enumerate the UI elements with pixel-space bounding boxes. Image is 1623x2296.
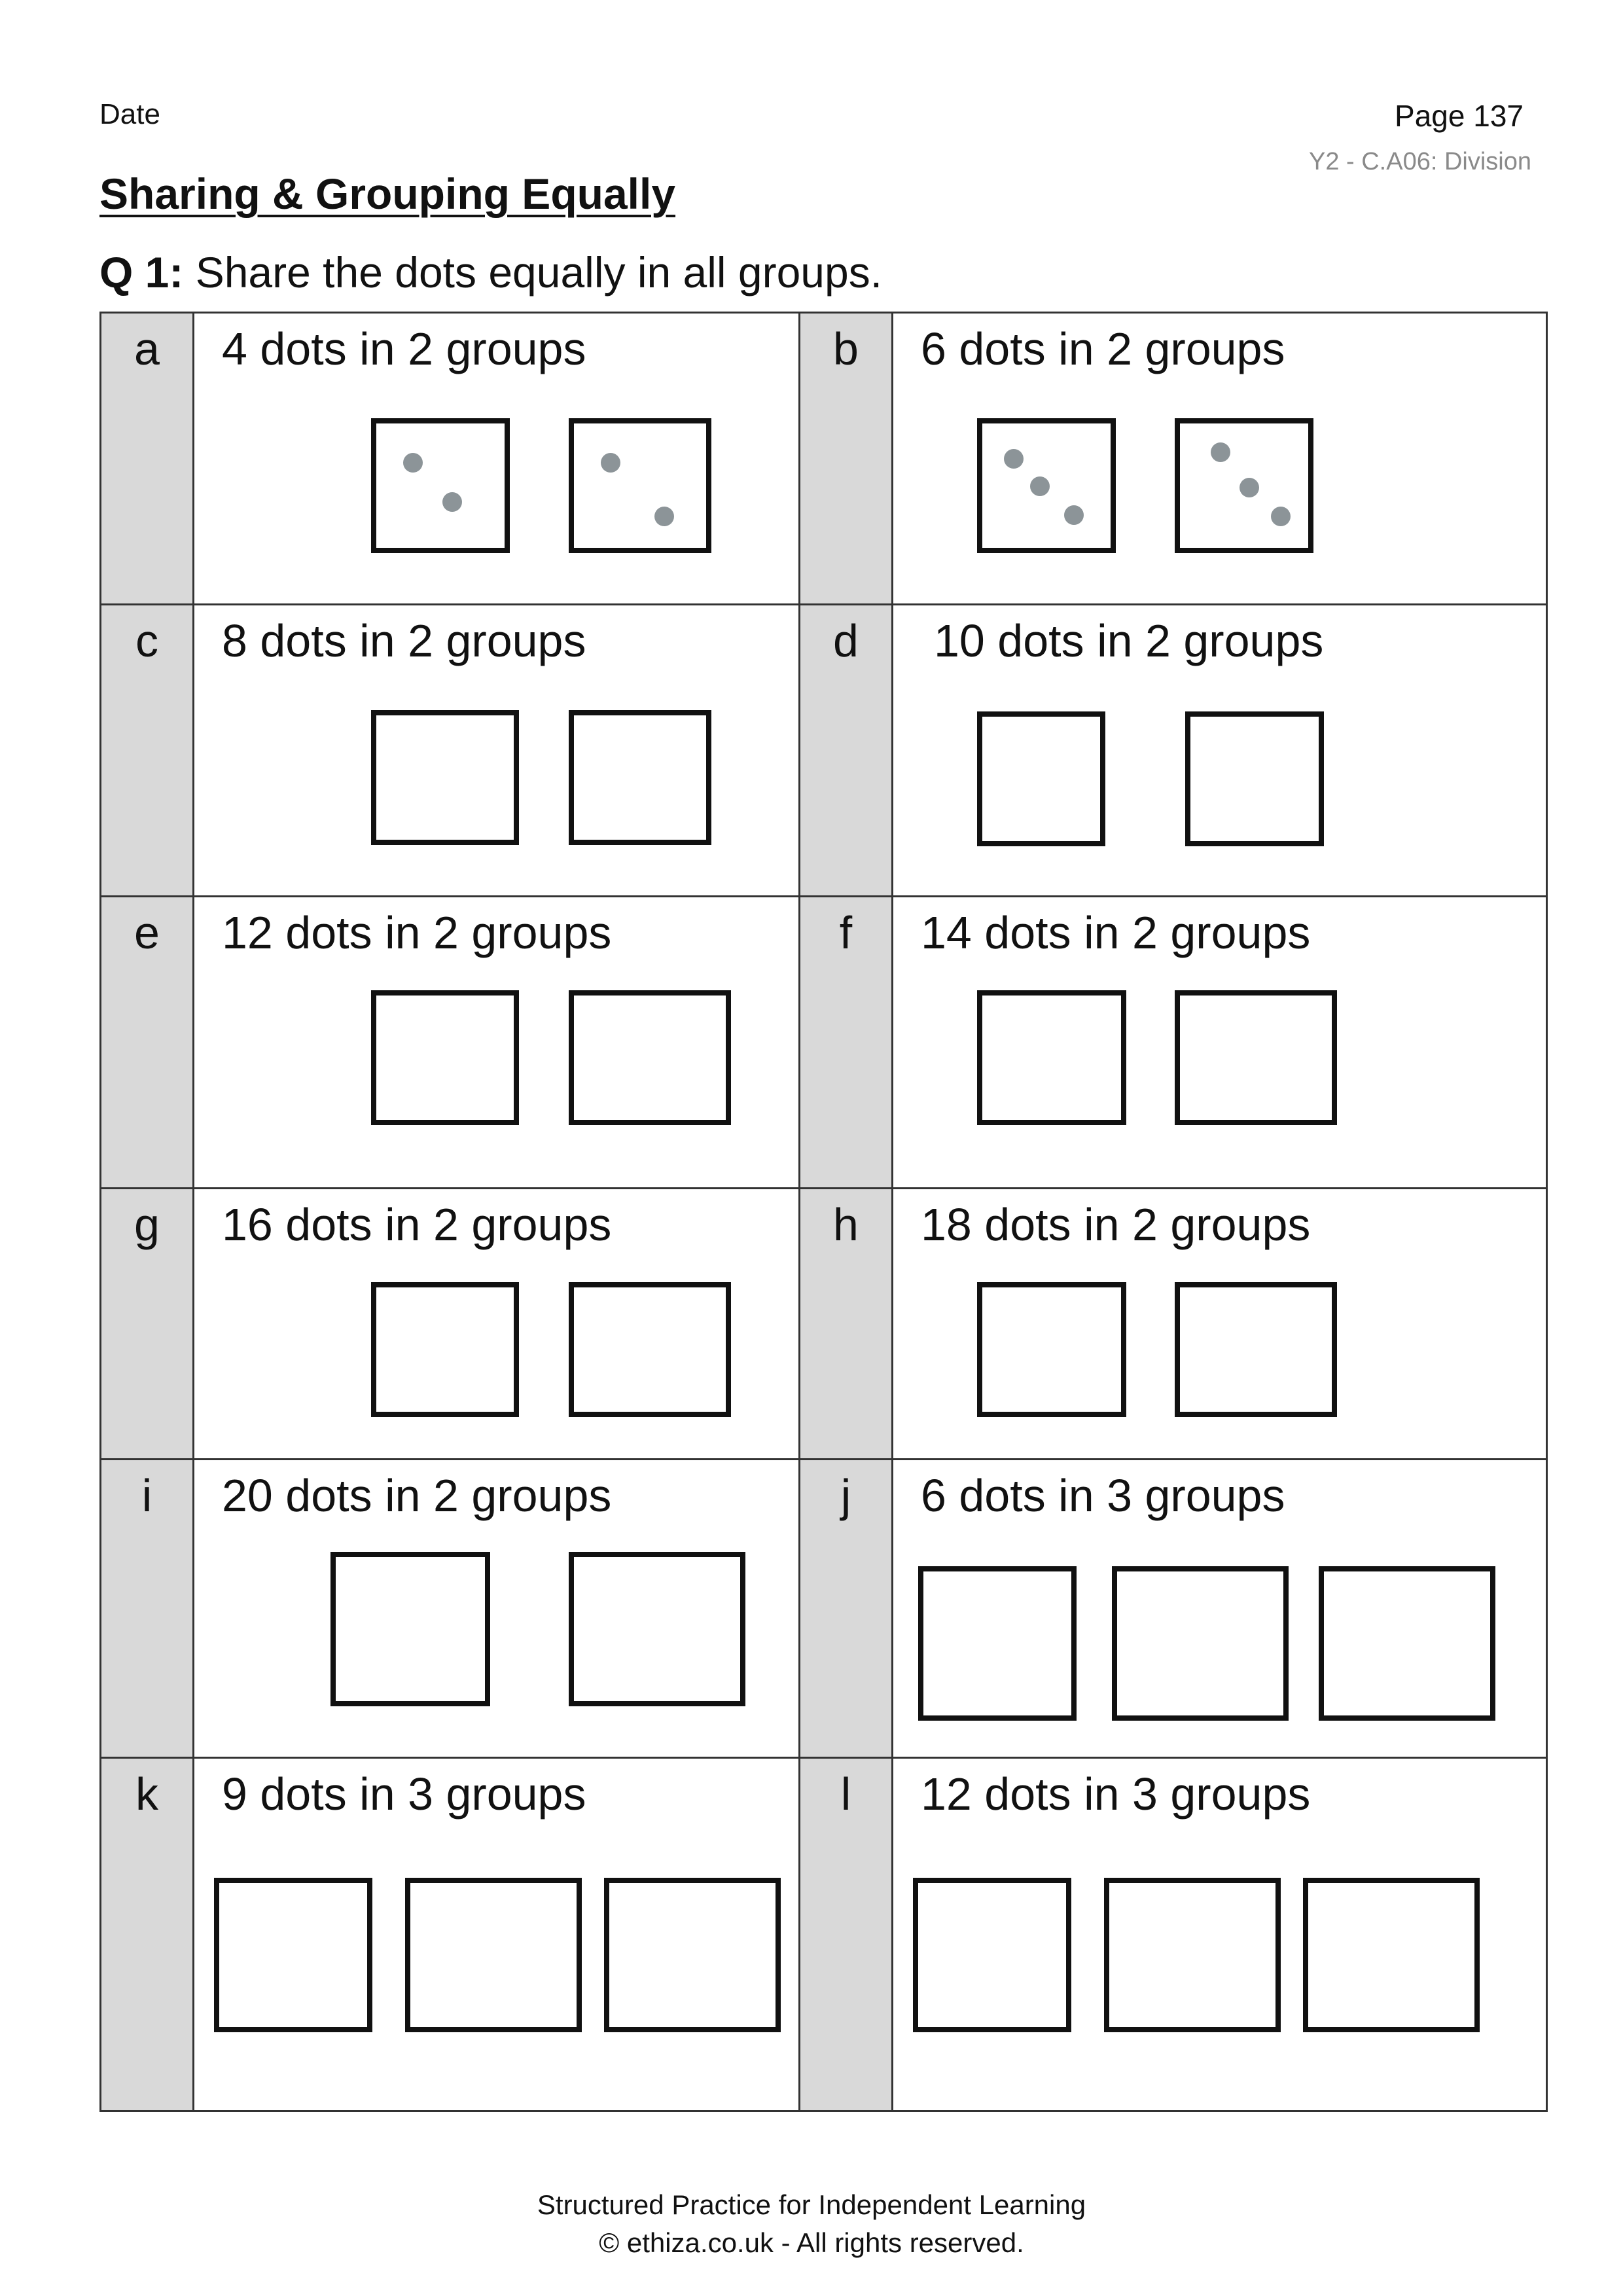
item-letter-l: l: [800, 1758, 893, 2111]
grid-row: [101, 605, 1547, 897]
grid-row: [101, 897, 1547, 1189]
group-box[interactable]: [1319, 1566, 1495, 1721]
curriculum-code: Y2 - C.A06: Division: [1308, 148, 1531, 175]
group-box[interactable]: [569, 418, 711, 553]
item-letter-a: a: [101, 313, 194, 605]
group-boxes: [194, 1552, 798, 1706]
group-boxes: [893, 990, 1546, 1125]
grid-row: [101, 1758, 1547, 2111]
dot: [1030, 476, 1050, 496]
group-box[interactable]: [1104, 1878, 1281, 2032]
group-boxes: [194, 1878, 798, 2032]
group-box[interactable]: [918, 1566, 1077, 1721]
group-boxes: [893, 1878, 1546, 2032]
group-box[interactable]: [330, 1552, 490, 1706]
group-boxes: [194, 1282, 798, 1417]
group-boxes: [893, 1566, 1546, 1721]
exercise-prompt: 8 dots in 2 groups: [222, 615, 586, 666]
exercise-h: [893, 1189, 1547, 1460]
exercise-j: [893, 1460, 1547, 1758]
item-letter-j: j: [800, 1460, 893, 1758]
group-box[interactable]: [977, 990, 1126, 1125]
group-box[interactable]: [1175, 1282, 1337, 1417]
page-number: Page 137: [1395, 99, 1524, 133]
grid-row: [101, 313, 1547, 605]
exercise-k: [194, 1758, 800, 2111]
dot: [1211, 442, 1230, 462]
dot: [1064, 505, 1084, 525]
question-instruction: [99, 247, 882, 297]
page-title: Sharing & Grouping Equally: [99, 170, 676, 218]
item-letter-h: h: [800, 1189, 893, 1460]
question-text: Share the dots equally in all groups.: [195, 248, 883, 296]
footer-tagline: Structured Practice for Independent Learning: [537, 2189, 1086, 2220]
group-box[interactable]: [371, 990, 519, 1125]
group-boxes: [893, 418, 1546, 553]
exercise-prompt: 12 dots in 2 groups: [222, 907, 612, 958]
exercise-prompt: 9 dots in 3 groups: [222, 1768, 586, 1820]
dot: [403, 453, 423, 473]
group-box[interactable]: [913, 1878, 1071, 2032]
group-box[interactable]: [371, 418, 510, 553]
item-letter-f: f: [800, 897, 893, 1189]
group-box[interactable]: [371, 1282, 519, 1417]
exercise-prompt: 12 dots in 3 groups: [921, 1768, 1311, 1820]
group-box[interactable]: [1112, 1566, 1289, 1721]
footer: [0, 2186, 1623, 2262]
group-box[interactable]: [1185, 711, 1324, 846]
grid-row: [101, 1460, 1547, 1758]
group-boxes: [194, 990, 798, 1125]
exercise-a: [194, 313, 800, 605]
group-box[interactable]: [214, 1878, 372, 2032]
dot: [1004, 449, 1024, 469]
exercise-l: [893, 1758, 1547, 2111]
group-box[interactable]: [1303, 1878, 1480, 2032]
exercise-prompt: 20 dots in 2 groups: [222, 1470, 612, 1521]
date-label: Date: [99, 98, 160, 130]
exercise-grid: [99, 312, 1548, 2112]
item-letter-b: b: [800, 313, 893, 605]
item-letter-c: c: [101, 605, 194, 897]
group-box[interactable]: [977, 711, 1105, 846]
item-letter-g: g: [101, 1189, 194, 1460]
dot: [1240, 478, 1259, 497]
group-box[interactable]: [569, 990, 731, 1125]
exercise-e: [194, 897, 800, 1189]
dot: [601, 453, 620, 473]
group-box[interactable]: [1175, 990, 1337, 1125]
group-box[interactable]: [569, 1282, 731, 1417]
item-letter-d: d: [800, 605, 893, 897]
exercise-prompt: 18 dots in 2 groups: [921, 1199, 1311, 1250]
exercise-d: [893, 605, 1547, 897]
group-box[interactable]: [405, 1878, 582, 2032]
exercise-b: [893, 313, 1547, 605]
group-box[interactable]: [977, 418, 1116, 553]
group-boxes: [194, 418, 798, 553]
group-box[interactable]: [569, 710, 711, 845]
group-box[interactable]: [371, 710, 519, 845]
dot: [654, 507, 674, 526]
exercise-prompt: 4 dots in 2 groups: [222, 323, 586, 374]
exercise-prompt: 6 dots in 3 groups: [921, 1470, 1285, 1521]
group-boxes: [893, 711, 1546, 846]
item-letter-e: e: [101, 897, 194, 1189]
exercise-i: [194, 1460, 800, 1758]
exercise-prompt: 6 dots in 2 groups: [921, 323, 1285, 374]
question-number: Q 1:: [99, 248, 184, 296]
exercise-f: [893, 897, 1547, 1189]
item-letter-i: i: [101, 1460, 194, 1758]
exercise-prompt: 14 dots in 2 groups: [921, 907, 1311, 958]
exercise-g: [194, 1189, 800, 1460]
dot: [442, 492, 462, 512]
footer-copyright: © ethiza.co.uk - All rights reserved.: [599, 2227, 1024, 2258]
group-box[interactable]: [977, 1282, 1126, 1417]
group-box[interactable]: [569, 1552, 745, 1706]
grid-row: [101, 1189, 1547, 1460]
group-boxes: [893, 1282, 1546, 1417]
group-boxes: [194, 710, 798, 845]
group-box[interactable]: [604, 1878, 781, 2032]
exercise-prompt: 10 dots in 2 groups: [934, 615, 1324, 666]
exercise-prompt: 16 dots in 2 groups: [222, 1199, 612, 1250]
group-box[interactable]: [1175, 418, 1313, 553]
item-letter-k: k: [101, 1758, 194, 2111]
dot: [1271, 507, 1291, 526]
exercise-c: [194, 605, 800, 897]
